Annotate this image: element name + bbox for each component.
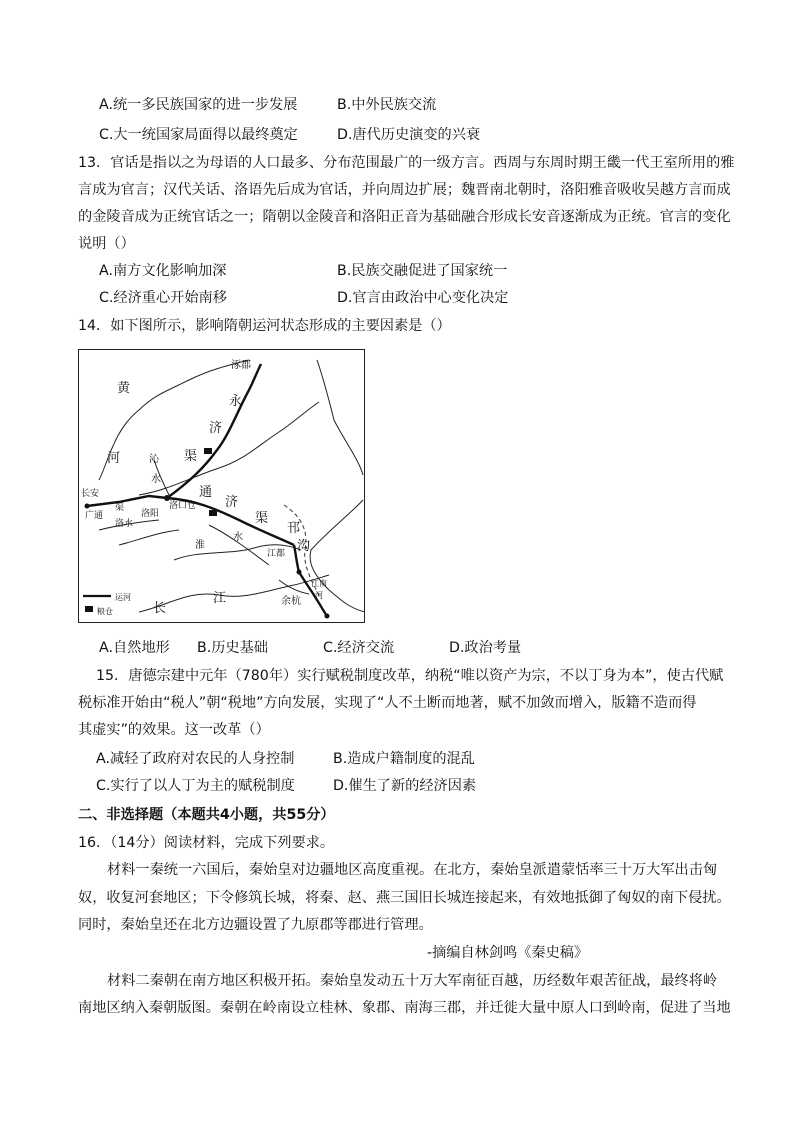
q12-option-c: C.大一统国家局面得以最终奠定 bbox=[99, 127, 298, 143]
q16-material1-line-2: 奴，收复河套地区；下令修筑长城，将秦、赵、燕三国旧长城连接起来，有效地抵御了匈奴的南下侵扰。 bbox=[78, 890, 731, 906]
label-han: 邗 bbox=[287, 521, 301, 536]
label-legend-granary: 粮仓 bbox=[97, 607, 113, 616]
q15-option-d: D.催生了新的经济因素 bbox=[333, 778, 477, 794]
label-qu-2: 渠 bbox=[115, 503, 125, 513]
jiangdu-dot bbox=[297, 570, 302, 575]
q13-option-d: D.官言由政治中心变化决定 bbox=[337, 290, 509, 306]
label-shui-1: 水 bbox=[151, 474, 161, 485]
label-chang: 长 bbox=[153, 601, 167, 616]
q14-option-b: B.历史基础 bbox=[197, 640, 268, 656]
q15-stem-line-2: 税标准开始由“税人”朝“税地”方向发展，实现了“人不土断而地著，赋不加敛而增入，版籍不造而得 bbox=[78, 695, 697, 711]
q12-option-d: D.唐代历史演变的兴衰 bbox=[337, 127, 481, 143]
q16-stem: 16．（14分）阅读材料，完成下列要求。 bbox=[78, 835, 335, 851]
label-legend-canal: 运河 bbox=[115, 593, 131, 602]
label-jiang: 江 bbox=[213, 591, 227, 606]
legend-granary-icon bbox=[85, 606, 93, 612]
q13-option-a: A.南方文化影响加深 bbox=[99, 263, 227, 279]
q13-stem-line-4: 说明（） bbox=[78, 236, 135, 252]
label-ji-2: 济 bbox=[225, 495, 239, 510]
label-yuhang: 余杭 bbox=[281, 596, 301, 607]
q13-stem-line-2: 言成为官言；汉代关话、洛语先后成为官话，并向周边扩展；魏晋南北朝时，洛阳雅音吸收吴越方言而成 bbox=[78, 182, 731, 198]
q12-option-b: B.中外民族交流 bbox=[337, 97, 437, 113]
label-luoshui: 洛水 bbox=[115, 519, 134, 529]
label-tong: 通 bbox=[199, 485, 213, 500]
q15-stem-line-3: 其虚实”的效果。这一改革（） bbox=[78, 722, 270, 738]
label-jiangnan: 江南 bbox=[311, 579, 327, 588]
q15-option-a: A.减轻了政府对农民的人身控制 bbox=[96, 751, 295, 767]
q16-source-1: -摘编自林剑鸣《秦史稿》 bbox=[427, 945, 589, 961]
q16-material2-line-1: 材料二秦朝在南方地区积极开拓。秦始皇发动五十万大军南征百越，历经数年艰苦征战，最终将岭 bbox=[107, 973, 718, 989]
sui-canal-map bbox=[78, 349, 365, 623]
label-qu-3: 渠 bbox=[255, 511, 269, 526]
yuhang-dot bbox=[325, 614, 330, 619]
granary-marker-2 bbox=[209, 510, 217, 516]
label-he: 河 bbox=[107, 451, 121, 466]
label-shui-2: 水 bbox=[233, 532, 243, 543]
label-qin: 沁 bbox=[149, 454, 159, 465]
label-huai: 淮 bbox=[195, 540, 205, 551]
label-changan: 长安 bbox=[81, 489, 100, 499]
q15-stem-line-1: 15．唐德宗建中元年（780年）实行赋税制度改革，纳税“唯以资产为宗，不以丁身为本”，使古代赋 bbox=[96, 668, 724, 684]
label-huang: 黄 bbox=[117, 381, 131, 396]
label-zhuojun: 涿郡 bbox=[231, 360, 251, 371]
q13-option-b: B.民族交融促进了国家统一 bbox=[337, 263, 508, 279]
label-jiangdu: 江都 bbox=[267, 549, 286, 559]
q14-option-d: D.政治考量 bbox=[449, 640, 522, 656]
label-guangtong: 广通 bbox=[85, 511, 104, 521]
granary-marker-1 bbox=[204, 448, 212, 454]
q15-option-c: C.实行了以人丁为主的赋税制度 bbox=[96, 778, 295, 794]
q16-material1-line-3: 同时，秦始皇还在北方边疆设置了九原郡等郡进行管理。 bbox=[78, 917, 433, 933]
q13-stem-line-3: 的金陵音成为正统官话之一；隋朝以金陵音和洛阳正音为基础融合形成长安音逐渐成为正统。官言的变化 bbox=[78, 209, 731, 225]
label-ji-1: 济 bbox=[209, 421, 223, 436]
q14-option-a: A.自然地形 bbox=[99, 640, 170, 656]
coastline-north bbox=[317, 360, 363, 475]
q12-option-a: A.统一多民族国家的进一步发展 bbox=[99, 97, 298, 113]
yellow-river-upper bbox=[99, 360, 249, 480]
q13-stem-line-1: 13．官话是指以之为母语的人口最多、分布范围最广的一级方言。西周与东周时期王畿一代王室所用的雅 bbox=[78, 155, 735, 171]
q16-material2-line-2: 南地区纳入秦朝版图。秦朝在岭南设立桂林、象郡、南海三郡，并迁徙大量中原人口到岭南，促进了当地 bbox=[78, 1000, 731, 1016]
label-luoyang: 洛阳 bbox=[141, 509, 160, 519]
label-qu-1: 渠 bbox=[184, 449, 198, 464]
q13-option-c: C.经济重心开始南移 bbox=[99, 290, 227, 306]
luo-river bbox=[119, 530, 179, 545]
label-gou: 沟 bbox=[297, 539, 311, 554]
label-he-2: 河 bbox=[315, 591, 323, 600]
section-2-heading: 二、非选择题（本题共4小题，共55分） bbox=[78, 807, 335, 823]
label-luokoucang: 洛口仓 bbox=[169, 501, 197, 511]
q16-material1-line-1: 材料一秦统一六国后，秦始皇对边疆地区高度重视。在北方，秦始皇派遣蒙恬率三十万大军出击匈 bbox=[107, 862, 718, 878]
changan-dot bbox=[85, 504, 90, 509]
q14-stem: 14．如下图所示，影响隋朝运河状态形成的主要因素是（） bbox=[78, 318, 451, 334]
q15-option-b: B.造成户籍制度的混乱 bbox=[333, 751, 475, 767]
yellow-river-east bbox=[139, 402, 319, 495]
label-yong: 永 bbox=[229, 394, 243, 409]
q14-option-c: C.经济交流 bbox=[323, 640, 395, 656]
